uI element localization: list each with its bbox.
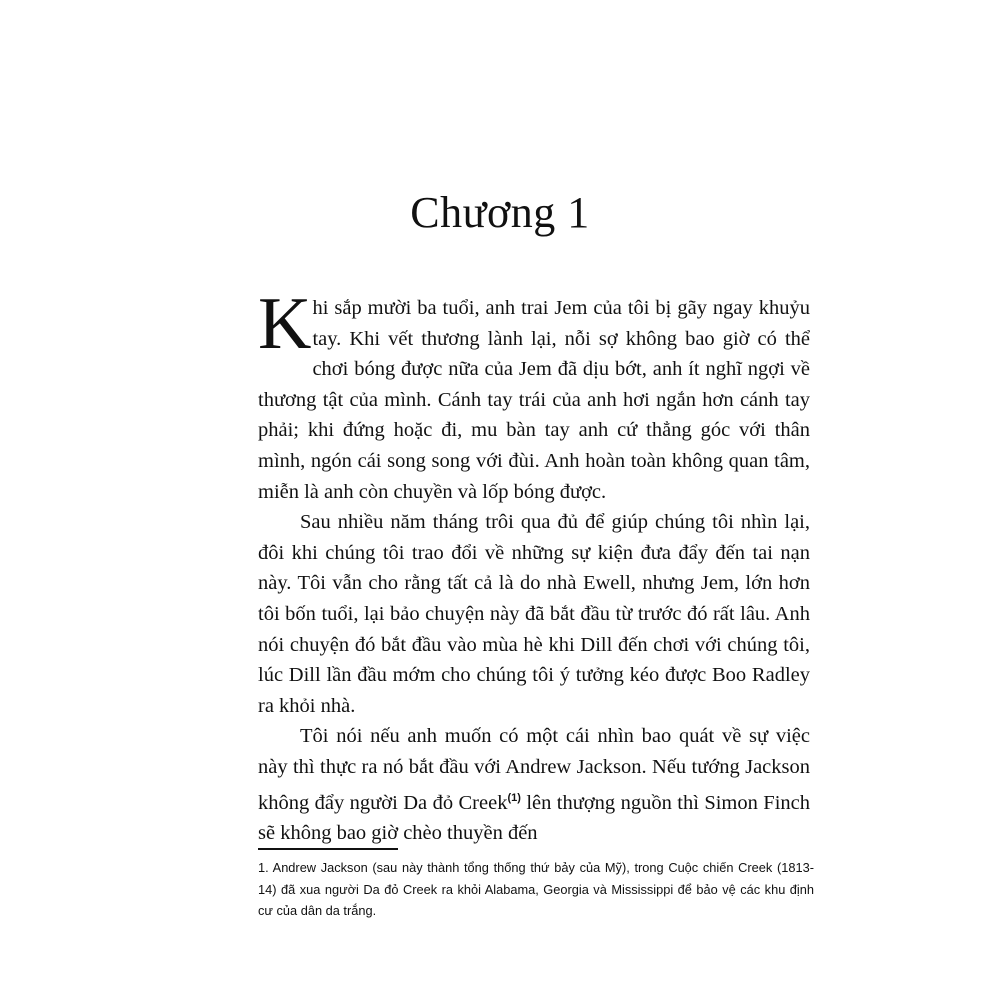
paragraph-1-text: hi sắp mười ba tuổi, anh trai Jem của tôi bị gãy ngay khuỷu tay. Khi vết thương lành lại, nỗi sợ không bao giờ có thể chơi bóng được nữa của Jem đã dịu bớt, anh ít nghĩ ngợi về thương tật của mình. Cánh tay trái của anh hơi ngắn hơn cánh tay phải; khi đứng hoặc đi, mu bàn tay anh cứ thẳng góc với thân mình, ngón cái song song với đùi. Anh hoàn toàn không quan tâm, miễn là anh còn chuyền và lốp bóng được. [258, 297, 810, 503]
footnote-divider [258, 848, 398, 850]
paragraph-3 [258, 721, 810, 848]
paragraph-3-text-before: Tôi nói nếu anh muốn có một cái nhìn bao quát về sự việc này thì thực ra nó bắt đầu với Andrew Jackson. Nếu tướng Jackson không đẩy người Da đỏ Creek [258, 725, 810, 814]
footnote-reference: (1) [507, 791, 521, 804]
paragraph-3-text-after: lên thượng nguồn thì Simon Finch sẽ không bao giờ chèo thuyền đến [258, 791, 810, 844]
drop-cap: K [258, 283, 312, 365]
paragraph-1 [258, 283, 810, 507]
chapter-title: Chương 1 [410, 188, 590, 237]
chapter-body [258, 283, 810, 849]
paragraph-2: Sau nhiều năm tháng trôi qua đủ để giúp chúng tôi nhìn lại, đôi khi chúng tôi trao đổi về những sự kiện đưa đẩy đến tai nạn này. Tôi vẫn cho rằng tất cả là do nhà Ewell, nhưng Jem, lớn hơn tôi bốn tuổi, lại bảo chuyện này đã bắt đầu từ trước đó rất lâu. Anh nói chuyện đó bắt đầu vào mùa hè khi Dill đến chơi với chúng tôi, lúc Dill lần đầu mớm cho chúng tôi ý tưởng kéo được Boo Radley ra khỏi nhà. [258, 511, 810, 717]
footnote-text: 1. Andrew Jackson (sau này thành tổng thống thứ bảy của Mỹ), trong Cuộc chiến Creek (1813-14) đã xua người Da đỏ Creek ra khỏi Alabama, Georgia và Mississippi để bảo vệ các khu định cư của dân da trắng. [258, 860, 814, 918]
